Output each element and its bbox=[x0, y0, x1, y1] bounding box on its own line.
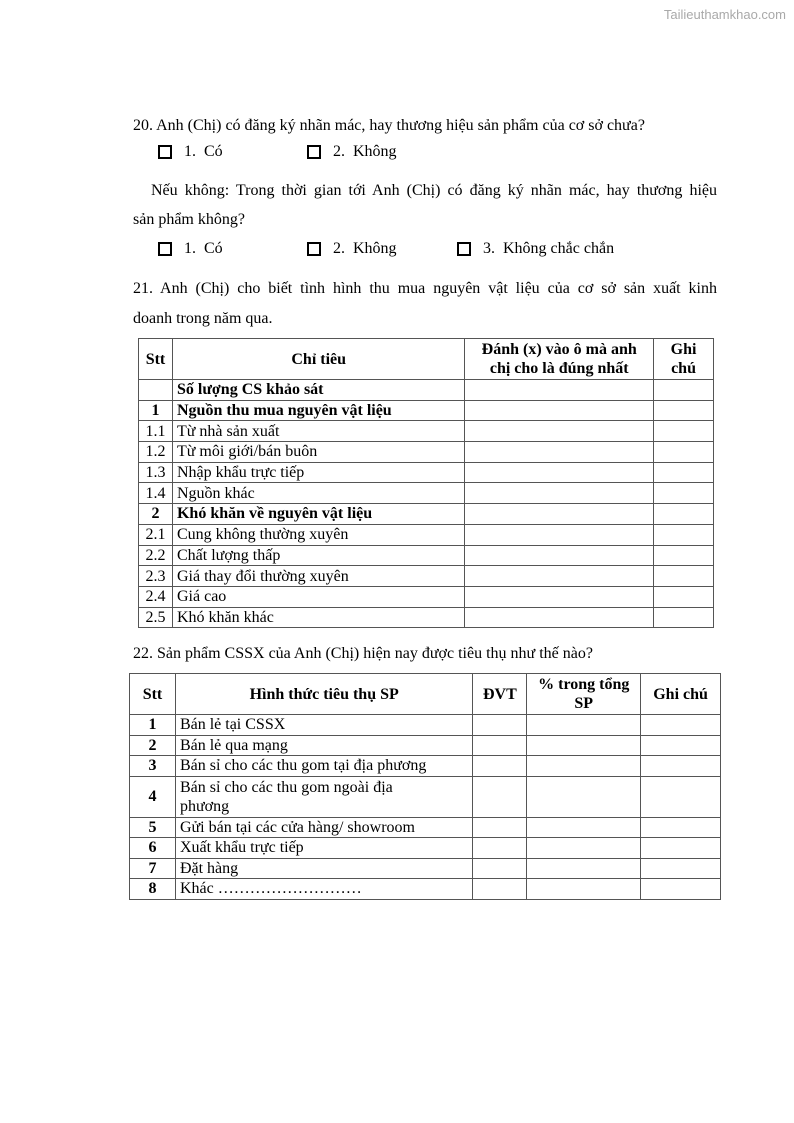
q20-followup-option-2[interactable] bbox=[307, 240, 397, 258]
row-label bbox=[175, 817, 472, 838]
header-stt: Stt bbox=[139, 339, 173, 380]
note-cell[interactable] bbox=[641, 858, 721, 879]
note-cell[interactable] bbox=[641, 838, 721, 859]
table-row bbox=[139, 400, 714, 421]
answer-cell[interactable] bbox=[465, 545, 654, 566]
q22-table bbox=[129, 673, 721, 900]
row-label bbox=[175, 879, 472, 900]
note-cell[interactable] bbox=[654, 566, 714, 587]
q20-option-1[interactable] bbox=[158, 143, 223, 161]
table-row bbox=[139, 380, 714, 401]
row-label: Giá thay đổi thường xuyên bbox=[172, 566, 464, 587]
header-ghi-chu bbox=[654, 339, 714, 380]
row-stt: 1 bbox=[130, 715, 176, 736]
row-stt: 2 bbox=[130, 735, 176, 756]
row-label: Số lượng CS khảo sát bbox=[172, 380, 464, 401]
answer-cell[interactable] bbox=[465, 442, 654, 463]
row-label-text: Khác ……………………… bbox=[179, 880, 362, 898]
row-stt: 2.5 bbox=[139, 607, 173, 628]
question-22: 22. Sản phẩm CSSX của Anh (Chị) hiện nay được tiêu thụ như thế nào? bbox=[133, 645, 593, 662]
row-stt: 2.2 bbox=[139, 545, 173, 566]
dvt-cell[interactable] bbox=[473, 838, 527, 859]
option-label: Không chắc chắn bbox=[503, 240, 615, 257]
answer-cell[interactable] bbox=[465, 400, 654, 421]
row-stt: 7 bbox=[130, 858, 176, 879]
q20-options bbox=[158, 143, 718, 167]
row-stt: 1 bbox=[139, 400, 173, 421]
table-row bbox=[130, 735, 721, 756]
row-label: Khó khăn về nguyên vật liệu bbox=[172, 504, 464, 525]
row-label bbox=[175, 735, 472, 756]
table-row bbox=[139, 607, 714, 628]
row-stt bbox=[139, 380, 173, 401]
answer-cell[interactable] bbox=[465, 524, 654, 545]
row-label-text: Bán sỉ cho các thu gom tại địa phương bbox=[179, 757, 427, 775]
answer-cell[interactable] bbox=[465, 607, 654, 628]
q20-followup-option-1[interactable] bbox=[158, 240, 223, 258]
answer-cell[interactable] bbox=[465, 421, 654, 442]
option-label: Không bbox=[353, 143, 397, 160]
pct-cell[interactable] bbox=[527, 838, 641, 859]
note-cell[interactable] bbox=[654, 524, 714, 545]
pct-cell[interactable] bbox=[527, 735, 641, 756]
note-cell[interactable] bbox=[641, 879, 721, 900]
header-ghi-chu: Ghi chú bbox=[641, 674, 721, 715]
q20-followup-line1: Nếu không: Trong thời gian tới Anh (Chị) có đăng ký nhãn mác, hay thương hiệu bbox=[151, 182, 717, 199]
row-label-text: Gửi bán tại các cửa hàng/ showroom bbox=[179, 818, 415, 836]
header-dvt: ĐVT bbox=[473, 674, 527, 715]
row-stt: 2.4 bbox=[139, 586, 173, 607]
header-danh-line1: Đánh (x) vào ô mà anh bbox=[481, 341, 637, 358]
watermark: Tailieuthamkhao.com bbox=[663, 7, 786, 22]
note-cell[interactable] bbox=[654, 380, 714, 401]
header-hinh-thuc: Hình thức tiêu thụ SP bbox=[175, 674, 472, 715]
table-row bbox=[139, 504, 714, 525]
note-cell[interactable] bbox=[654, 462, 714, 483]
pct-cell[interactable] bbox=[527, 858, 641, 879]
header-ghi-line1: Ghi bbox=[670, 341, 697, 358]
table-row bbox=[130, 838, 721, 859]
row-label: Từ môi giới/bán buôn bbox=[172, 442, 464, 463]
dvt-cell[interactable] bbox=[473, 715, 527, 736]
q21-table bbox=[138, 338, 714, 628]
pct-cell[interactable] bbox=[527, 879, 641, 900]
row-label bbox=[175, 756, 472, 777]
table-row bbox=[139, 545, 714, 566]
q20-option-2[interactable] bbox=[307, 143, 397, 161]
note-cell[interactable] bbox=[654, 442, 714, 463]
note-cell[interactable] bbox=[654, 545, 714, 566]
row-stt: 6 bbox=[130, 838, 176, 859]
row-label-text: Bán sỉ cho các thu gom ngoài địa bbox=[179, 778, 393, 796]
dvt-cell[interactable] bbox=[473, 735, 527, 756]
pct-cell[interactable] bbox=[527, 756, 641, 777]
table-row bbox=[130, 756, 721, 777]
option-number: 2. bbox=[333, 143, 345, 160]
checkbox-icon[interactable] bbox=[307, 242, 321, 256]
question-21-line1: 21. Anh (Chị) cho biết tình hình thu mua nguyên vật liệu của cơ sở sản xuất kinh bbox=[133, 280, 717, 297]
row-stt: 2.3 bbox=[139, 566, 173, 587]
table-row bbox=[139, 442, 714, 463]
answer-cell[interactable] bbox=[465, 380, 654, 401]
row-label-text: Xuất khẩu trực tiếp bbox=[179, 839, 304, 857]
option-label: Không bbox=[353, 240, 397, 257]
pct-cell[interactable] bbox=[527, 715, 641, 736]
row-label bbox=[175, 838, 472, 859]
q20-followup-options bbox=[158, 240, 718, 264]
row-label-text-cont: phương bbox=[179, 797, 230, 815]
header-pct-line2: SP bbox=[574, 695, 594, 712]
dvt-cell[interactable] bbox=[473, 858, 527, 879]
table-row bbox=[139, 524, 714, 545]
row-label: Khó khăn khác bbox=[172, 607, 464, 628]
table-row bbox=[139, 586, 714, 607]
checkbox-icon[interactable] bbox=[307, 145, 321, 159]
row-label-text: Bán lẻ qua mạng bbox=[179, 736, 288, 754]
row-stt: 1.4 bbox=[139, 483, 173, 504]
table-row bbox=[130, 715, 721, 736]
note-cell[interactable] bbox=[641, 735, 721, 756]
row-stt: 1.3 bbox=[139, 462, 173, 483]
row-label-text: Bán lẻ tại CSSX bbox=[179, 716, 286, 734]
header-pct bbox=[527, 674, 641, 715]
row-stt: 5 bbox=[130, 817, 176, 838]
note-cell[interactable] bbox=[654, 607, 714, 628]
dvt-cell[interactable] bbox=[473, 756, 527, 777]
answer-cell[interactable] bbox=[465, 504, 654, 525]
row-label bbox=[175, 858, 472, 879]
note-cell[interactable] bbox=[654, 586, 714, 607]
note-cell[interactable] bbox=[654, 483, 714, 504]
table-row bbox=[139, 566, 714, 587]
header-danh-line2: chị cho là đúng nhất bbox=[489, 360, 629, 377]
pct-cell[interactable] bbox=[527, 817, 641, 838]
table-row bbox=[130, 776, 721, 817]
option-label: Có bbox=[204, 240, 223, 257]
table-row bbox=[139, 483, 714, 504]
row-label: Nhập khẩu trực tiếp bbox=[172, 462, 464, 483]
option-number: 1. bbox=[184, 240, 196, 257]
header-danh-dau bbox=[465, 339, 654, 380]
table-row bbox=[130, 817, 721, 838]
row-stt: 4 bbox=[130, 776, 176, 817]
row-label: Nguồn thu mua nguyên vật liệu bbox=[172, 400, 464, 421]
note-cell[interactable] bbox=[641, 715, 721, 736]
note-cell[interactable] bbox=[654, 400, 714, 421]
checkbox-icon[interactable] bbox=[158, 242, 172, 256]
row-stt: 3 bbox=[130, 756, 176, 777]
header-ghi-line2: chú bbox=[671, 360, 696, 377]
row-label bbox=[175, 715, 472, 736]
note-cell[interactable] bbox=[641, 776, 721, 817]
row-stt: 2.1 bbox=[139, 524, 173, 545]
table-row bbox=[130, 879, 721, 900]
q20-followup-line2: sản phẩm không? bbox=[133, 211, 245, 228]
row-label-text: Đặt hàng bbox=[179, 859, 239, 877]
header-stt: Stt bbox=[130, 674, 176, 715]
dvt-cell[interactable] bbox=[473, 776, 527, 817]
note-cell[interactable] bbox=[654, 421, 714, 442]
dvt-cell[interactable] bbox=[473, 879, 527, 900]
pct-cell[interactable] bbox=[527, 776, 641, 817]
header-pct-line1: % trong tổng bbox=[538, 676, 630, 693]
note-cell[interactable] bbox=[641, 817, 721, 838]
question-21-line2: doanh trong năm qua. bbox=[133, 310, 273, 327]
row-stt: 1.2 bbox=[139, 442, 173, 463]
note-cell[interactable] bbox=[654, 504, 714, 525]
option-number: 1. bbox=[184, 143, 196, 160]
answer-cell[interactable] bbox=[465, 566, 654, 587]
row-label: Chất lượng thấp bbox=[172, 545, 464, 566]
table-row bbox=[130, 858, 721, 879]
checkbox-icon[interactable] bbox=[158, 145, 172, 159]
row-stt: 8 bbox=[130, 879, 176, 900]
row-stt: 1.1 bbox=[139, 421, 173, 442]
answer-cell[interactable] bbox=[465, 586, 654, 607]
table-row bbox=[139, 421, 714, 442]
row-stt: 2 bbox=[139, 504, 173, 525]
option-number: 2. bbox=[333, 240, 345, 257]
dvt-cell[interactable] bbox=[473, 817, 527, 838]
row-label: Cung không thường xuyên bbox=[172, 524, 464, 545]
row-label: Giá cao bbox=[172, 586, 464, 607]
answer-cell[interactable] bbox=[465, 462, 654, 483]
q20-followup-option-3[interactable] bbox=[457, 240, 614, 258]
header-chi-tieu: Chỉ tiêu bbox=[172, 339, 464, 380]
question-20: 20. Anh (Chị) có đăng ký nhãn mác, hay thương hiệu sản phẩm của cơ sở chưa? bbox=[133, 117, 645, 134]
note-cell[interactable] bbox=[641, 756, 721, 777]
row-label: Nguồn khác bbox=[172, 483, 464, 504]
table-row bbox=[139, 462, 714, 483]
checkbox-icon[interactable] bbox=[457, 242, 471, 256]
row-label: Từ nhà sản xuất bbox=[172, 421, 464, 442]
option-label: Có bbox=[204, 143, 223, 160]
option-number: 3. bbox=[483, 240, 495, 257]
row-label bbox=[175, 776, 472, 817]
answer-cell[interactable] bbox=[465, 483, 654, 504]
